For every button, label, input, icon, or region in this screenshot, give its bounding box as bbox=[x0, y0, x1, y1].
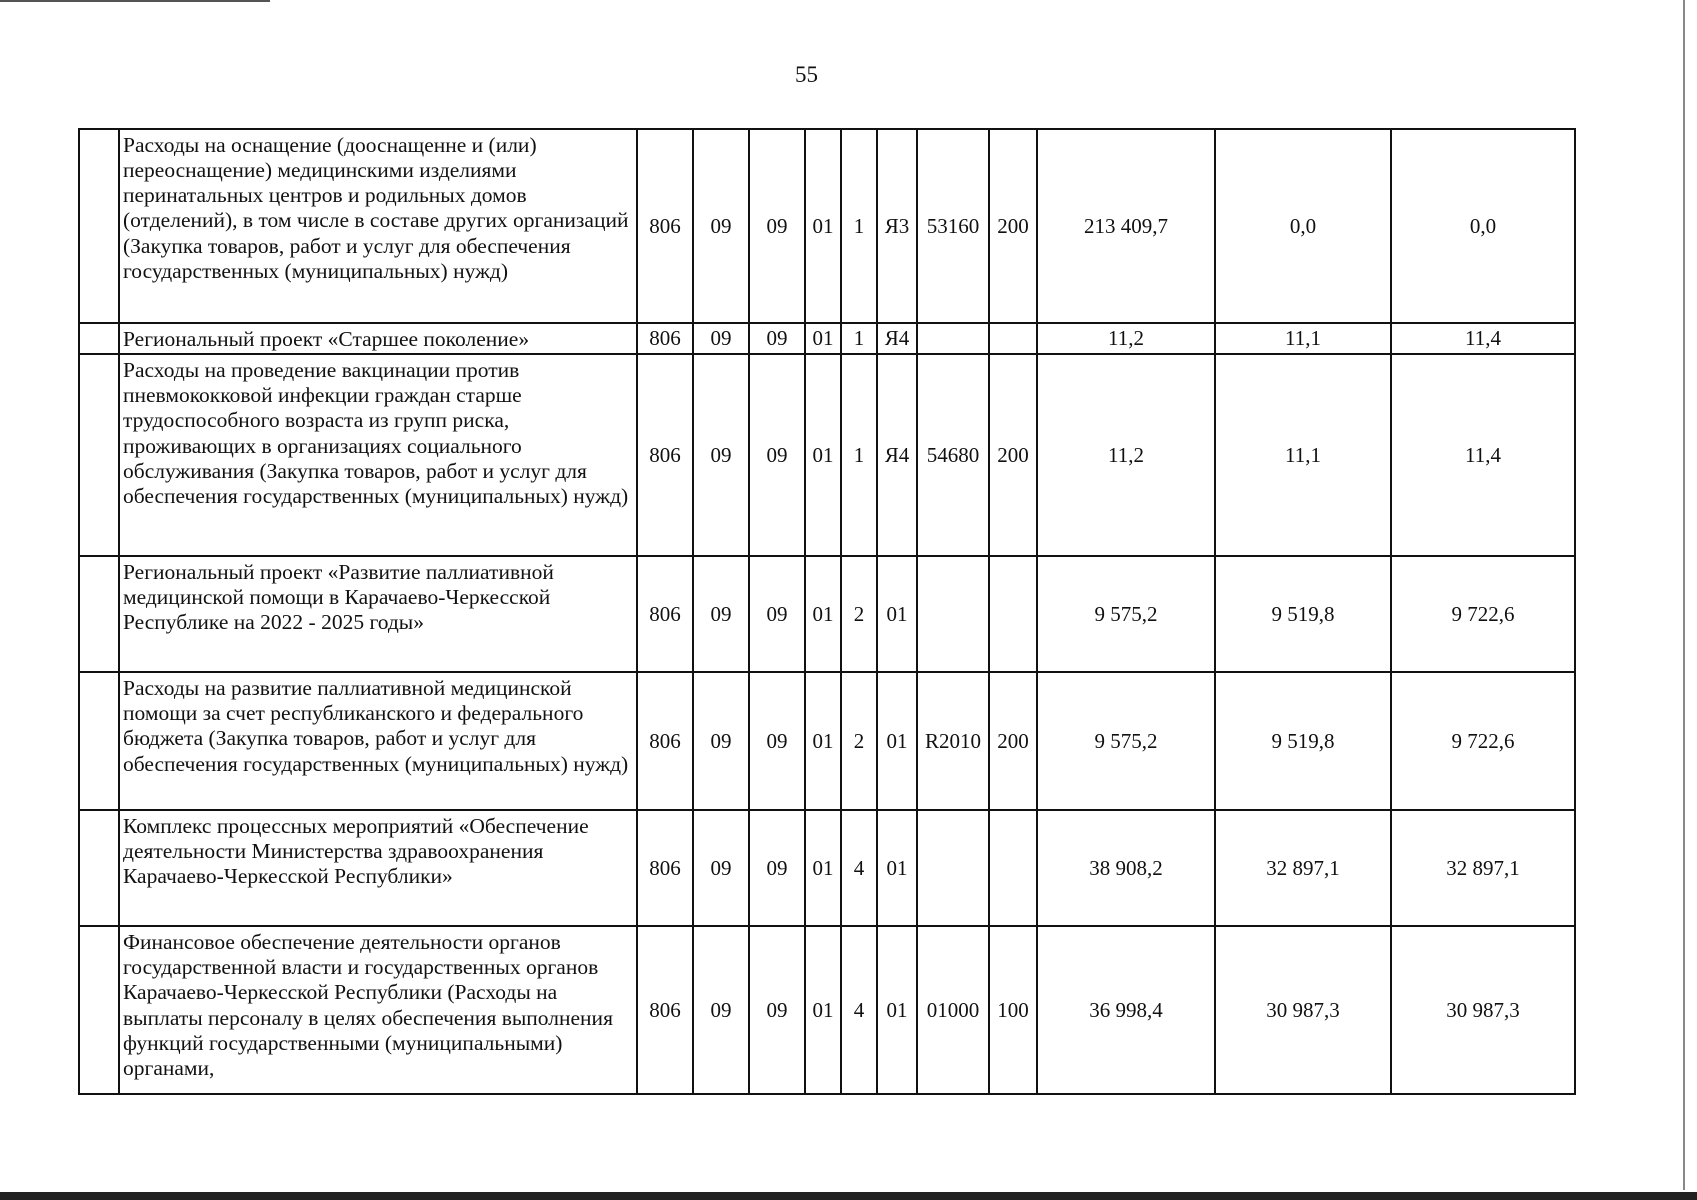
description-cell: Комплекс процессных мероприятий «Обеспечение деятельности Министерства здравоохранения Карачаево-Черкесской Республики» bbox=[119, 810, 637, 926]
table-row bbox=[79, 556, 1575, 672]
direction-code-cell: 01000 bbox=[917, 926, 989, 1094]
blank-cell bbox=[79, 672, 119, 810]
amount-1-cell: 38 908,2 bbox=[1037, 810, 1215, 926]
subsection-code-cell: 09 bbox=[749, 672, 805, 810]
amount-1-cell: 11,2 bbox=[1037, 354, 1215, 556]
amount-1-cell: 9 575,2 bbox=[1037, 556, 1215, 672]
expense-type-cell bbox=[989, 556, 1037, 672]
expense-type-cell: 100 bbox=[989, 926, 1037, 1094]
ministry-code-cell: 806 bbox=[637, 129, 693, 323]
project-code-cell: 01 bbox=[877, 810, 917, 926]
expense-type-cell: 200 bbox=[989, 129, 1037, 323]
table-row bbox=[79, 810, 1575, 926]
project-code-cell: 01 bbox=[877, 926, 917, 1094]
ministry-code-cell: 806 bbox=[637, 354, 693, 556]
subprogram-code-cell: 1 bbox=[841, 323, 877, 354]
ministry-code-cell: 806 bbox=[637, 672, 693, 810]
amount-2-cell: 11,1 bbox=[1215, 323, 1391, 354]
subsection-code-cell: 09 bbox=[749, 810, 805, 926]
amount-3-cell: 32 897,1 bbox=[1391, 810, 1575, 926]
budget-table bbox=[78, 128, 1576, 1095]
amount-2-cell: 0,0 bbox=[1215, 129, 1391, 323]
subsection-code-cell: 09 bbox=[749, 354, 805, 556]
ministry-code-cell: 806 bbox=[637, 556, 693, 672]
amount-2-cell: 30 987,3 bbox=[1215, 926, 1391, 1094]
section-code-cell: 09 bbox=[693, 672, 749, 810]
amount-3-cell: 11,4 bbox=[1391, 354, 1575, 556]
subprogram-code-cell: 1 bbox=[841, 354, 877, 556]
project-code-cell: Я4 bbox=[877, 323, 917, 354]
description-cell: Региональный проект «Развитие паллиативной медицинской помощи в Карачаево-Черкесской Республике на 2022 - 2025 годы» bbox=[119, 556, 637, 672]
table-row bbox=[79, 672, 1575, 810]
amount-3-cell: 9 722,6 bbox=[1391, 556, 1575, 672]
amount-3-cell: 0,0 bbox=[1391, 129, 1575, 323]
program-code-cell: 01 bbox=[805, 556, 841, 672]
direction-code-cell bbox=[917, 323, 989, 354]
page-number: 55 bbox=[795, 62, 818, 87]
description-cell: Расходы на проведение вакцинации против пневмококковой инфекции граждан старше трудоспособного возраста из групп риска, проживающих в организациях социального обслуживания (Закупка товаров, работ и услуг для обеспечения государственных (муниципальных) нужд) bbox=[119, 354, 637, 556]
section-code-cell: 09 bbox=[693, 323, 749, 354]
scan-edge-top bbox=[0, 0, 270, 2]
program-code-cell: 01 bbox=[805, 323, 841, 354]
amount-2-cell: 9 519,8 bbox=[1215, 556, 1391, 672]
amount-2-cell: 32 897,1 bbox=[1215, 810, 1391, 926]
amount-1-cell: 9 575,2 bbox=[1037, 672, 1215, 810]
section-code-cell: 09 bbox=[693, 810, 749, 926]
program-code-cell: 01 bbox=[805, 354, 841, 556]
expense-type-cell bbox=[989, 323, 1037, 354]
project-code-cell: Я4 bbox=[877, 354, 917, 556]
expense-type-cell: 200 bbox=[989, 354, 1037, 556]
ministry-code-cell: 806 bbox=[637, 810, 693, 926]
subsection-code-cell: 09 bbox=[749, 926, 805, 1094]
project-code-cell: Я3 bbox=[877, 129, 917, 323]
subprogram-code-cell: 2 bbox=[841, 672, 877, 810]
blank-cell bbox=[79, 129, 119, 323]
subprogram-code-cell: 4 bbox=[841, 810, 877, 926]
blank-cell bbox=[79, 323, 119, 354]
amount-2-cell: 11,1 bbox=[1215, 354, 1391, 556]
scan-edge-right bbox=[1683, 0, 1685, 1190]
description-cell: Расходы на развитие паллиативной медицинской помощи за счет республиканского и федерального бюджета (Закупка товаров, работ и услуг для обеспечения государственных (муниципальных) нужд) bbox=[119, 672, 637, 810]
amount-3-cell: 9 722,6 bbox=[1391, 672, 1575, 810]
amount-1-cell: 213 409,7 bbox=[1037, 129, 1215, 323]
amount-3-cell: 11,4 bbox=[1391, 323, 1575, 354]
subsection-code-cell: 09 bbox=[749, 556, 805, 672]
program-code-cell: 01 bbox=[805, 810, 841, 926]
blank-cell bbox=[79, 556, 119, 672]
blank-cell bbox=[79, 926, 119, 1094]
subprogram-code-cell: 1 bbox=[841, 129, 877, 323]
description-cell: Финансовое обеспечение деятельности органов государственной власти и государственных органов Карачаево-Черкесской Республики (Расходы на выплаты персоналу в целях обеспечения выполнения функций государственными (муниципальными) органами, bbox=[119, 926, 637, 1094]
section-code-cell: 09 bbox=[693, 556, 749, 672]
subprogram-code-cell: 2 bbox=[841, 556, 877, 672]
blank-cell bbox=[79, 354, 119, 556]
amount-3-cell: 30 987,3 bbox=[1391, 926, 1575, 1094]
direction-code-cell: 53160 bbox=[917, 129, 989, 323]
scan-edge-bottom bbox=[0, 1192, 1697, 1200]
table-row bbox=[79, 323, 1575, 354]
table-row bbox=[79, 926, 1575, 1094]
ministry-code-cell: 806 bbox=[637, 926, 693, 1094]
section-code-cell: 09 bbox=[693, 354, 749, 556]
direction-code-cell bbox=[917, 556, 989, 672]
amount-1-cell: 11,2 bbox=[1037, 323, 1215, 354]
direction-code-cell: 54680 bbox=[917, 354, 989, 556]
subprogram-code-cell: 4 bbox=[841, 926, 877, 1094]
description-cell: Региональный проект «Старшее поколение» bbox=[119, 323, 637, 354]
program-code-cell: 01 bbox=[805, 926, 841, 1094]
project-code-cell: 01 bbox=[877, 672, 917, 810]
section-code-cell: 09 bbox=[693, 129, 749, 323]
direction-code-cell bbox=[917, 810, 989, 926]
program-code-cell: 01 bbox=[805, 672, 841, 810]
amount-2-cell: 9 519,8 bbox=[1215, 672, 1391, 810]
blank-cell bbox=[79, 810, 119, 926]
description-cell: Расходы на оснащение (дооснащенне и (или) переоснащение) медицинскими изделиями перинатальных центров и родильных домов (отделений), в том числе в составе других организаций (Закупка товаров, работ и услуг для обеспечения государственных (муниципальных) нужд) bbox=[119, 129, 637, 323]
direction-code-cell: R2010 bbox=[917, 672, 989, 810]
table-body bbox=[79, 129, 1575, 1094]
expense-type-cell bbox=[989, 810, 1037, 926]
table-row bbox=[79, 129, 1575, 323]
table-row bbox=[79, 354, 1575, 556]
project-code-cell: 01 bbox=[877, 556, 917, 672]
subsection-code-cell: 09 bbox=[749, 129, 805, 323]
amount-1-cell: 36 998,4 bbox=[1037, 926, 1215, 1094]
subsection-code-cell: 09 bbox=[749, 323, 805, 354]
section-code-cell: 09 bbox=[693, 926, 749, 1094]
program-code-cell: 01 bbox=[805, 129, 841, 323]
ministry-code-cell: 806 bbox=[637, 323, 693, 354]
expense-type-cell: 200 bbox=[989, 672, 1037, 810]
